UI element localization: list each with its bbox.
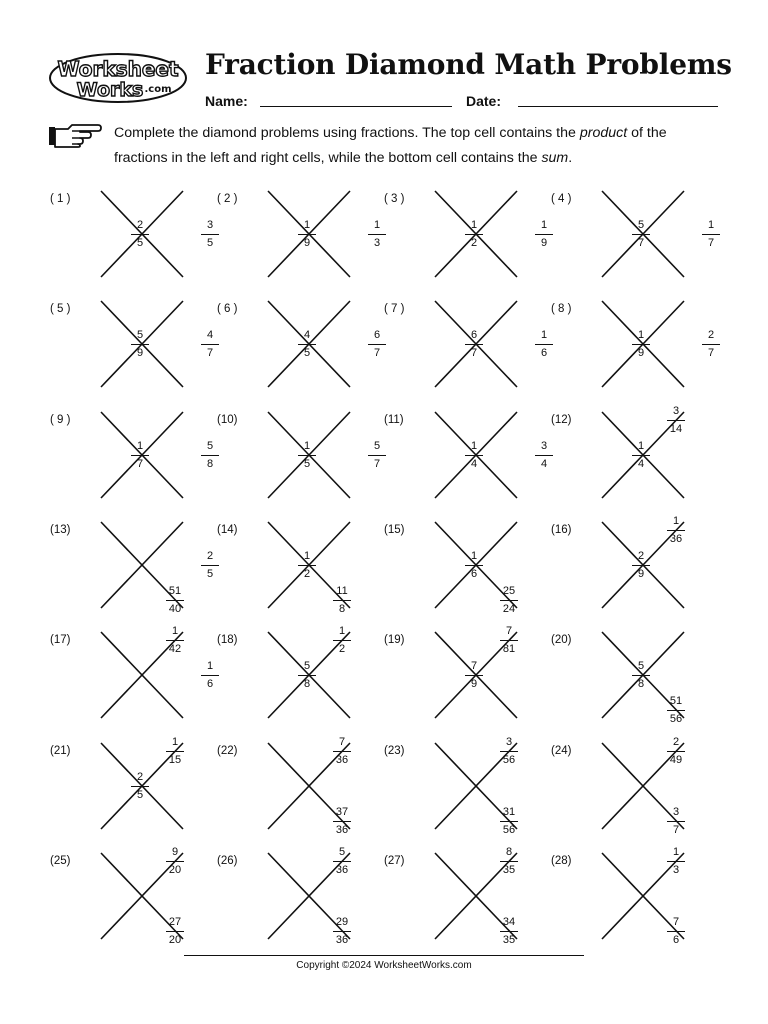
diamond-problem (217, 412, 381, 512)
denominator: 15 (168, 754, 182, 766)
numerator: 1 (707, 219, 715, 231)
diamond-problem (384, 412, 548, 512)
fraction-left (292, 329, 322, 360)
problem-number: (22) (217, 745, 238, 757)
fraction-bar (298, 234, 316, 235)
fraction-bottom (661, 806, 691, 837)
problem-number: ( 8 ) (551, 303, 572, 315)
problem-number: (15) (384, 524, 405, 536)
problem-number: (10) (217, 414, 238, 426)
denominator: 9 (540, 237, 548, 249)
denominator: 49 (669, 754, 683, 766)
fraction-left (292, 219, 322, 250)
fraction-bar (333, 751, 351, 752)
fraction-bottom (160, 585, 190, 616)
numerator: 1 (136, 440, 144, 452)
problem-number: (24) (551, 745, 572, 757)
fraction-bar (667, 420, 685, 421)
denominator: 3 (373, 237, 381, 249)
diamond-problem (217, 301, 381, 401)
problem-number: (13) (50, 524, 71, 536)
fraction-bottom (327, 806, 357, 837)
fraction-bar (333, 600, 351, 601)
problem-number: ( 2 ) (217, 193, 238, 205)
denominator: 8 (303, 678, 311, 690)
fraction-top (661, 736, 691, 767)
diamond-problem (384, 191, 548, 291)
copyright: Copyright ©2024 WorksheetWorks.com (296, 960, 472, 971)
diamond-problem (551, 405, 711, 512)
denominator: 56 (669, 713, 683, 725)
denominator: 36 (335, 864, 349, 876)
diamond-problem (217, 522, 377, 622)
numerator: 5 (206, 440, 214, 452)
denominator: 56 (502, 754, 516, 766)
fraction-bar (702, 344, 720, 345)
problem-number: (16) (551, 524, 572, 536)
diamond-problem (384, 846, 544, 953)
fraction-bar (667, 710, 685, 711)
numerator: 5 (303, 660, 311, 672)
numerator: 2 (707, 329, 715, 341)
denominator: 6 (672, 934, 680, 946)
problem-number: ( 5 ) (50, 303, 71, 315)
fraction-bottom (494, 585, 524, 616)
fraction-top (494, 736, 524, 767)
fraction-bar (667, 751, 685, 752)
fraction-bar (500, 640, 518, 641)
problem-number: ( 9 ) (50, 414, 71, 426)
numerator: 51 (168, 585, 182, 597)
numerator: 3 (206, 219, 214, 231)
denominator: 4 (540, 458, 548, 470)
name-field[interactable] (260, 106, 452, 107)
problem-number: ( 1 ) (50, 193, 71, 205)
fraction-left (626, 329, 656, 360)
fraction-bar (465, 675, 483, 676)
denominator: 2 (470, 237, 478, 249)
numerator: 7 (338, 736, 346, 748)
numerator: 5 (136, 329, 144, 341)
name-label: Name: (205, 93, 248, 109)
fraction-bottom (160, 916, 190, 947)
fraction-bar (632, 234, 650, 235)
denominator: 9 (637, 568, 645, 580)
instructions-text-1: Complete the diamond problems using fractions. The top cell contains the (114, 125, 580, 141)
problem-number: (26) (217, 855, 238, 867)
problem-number: (19) (384, 634, 405, 646)
denominator: 9 (303, 237, 311, 249)
fraction-bar (500, 751, 518, 752)
denominator: 6 (206, 678, 214, 690)
denominator: 36 (335, 754, 349, 766)
fraction-bar (500, 931, 518, 932)
numerator: 34 (502, 916, 516, 928)
numerator: 7 (672, 916, 680, 928)
fraction-bar (667, 931, 685, 932)
denominator: 7 (136, 458, 144, 470)
fraction-bar (667, 530, 685, 531)
denominator: 20 (168, 864, 182, 876)
fraction-right (696, 219, 726, 250)
numerator: 8 (505, 846, 513, 858)
numerator: 29 (335, 916, 349, 928)
denominator: 8 (206, 458, 214, 470)
numerator: 1 (637, 440, 645, 452)
numerator: 6 (470, 329, 478, 341)
fraction-bar (166, 861, 184, 862)
fraction-bar (298, 455, 316, 456)
fraction-bar (333, 640, 351, 641)
diamond-problem (384, 625, 544, 732)
fraction-top (494, 625, 524, 656)
denominator: 81 (502, 643, 516, 655)
problem-number: ( 4 ) (551, 193, 572, 205)
fraction-bar (333, 861, 351, 862)
denominator: 2 (303, 568, 311, 580)
denominator: 40 (168, 603, 182, 615)
problem-number: (27) (384, 855, 405, 867)
numerator: 2 (672, 736, 680, 748)
fraction-bar (166, 751, 184, 752)
denominator: 4 (470, 458, 478, 470)
instructions-product: product (579, 125, 628, 141)
diamond-problem (50, 522, 214, 622)
numerator: 1 (672, 515, 680, 527)
numerator: 25 (502, 585, 516, 597)
numerator: 3 (505, 736, 513, 748)
page-title: Fraction Diamond Math Problems (205, 48, 732, 81)
denominator: 6 (540, 347, 548, 359)
numerator: 1 (338, 625, 346, 637)
denominator: 56 (502, 824, 516, 836)
fraction-top (327, 625, 357, 656)
diamond-problem (551, 515, 711, 622)
diamond-problem (217, 191, 381, 291)
date-label: Date: (466, 93, 502, 109)
problem-number: (14) (217, 524, 238, 536)
fraction-bar (298, 565, 316, 566)
denominator: 7 (373, 458, 381, 470)
numerator: 31 (502, 806, 516, 818)
denominator: 5 (206, 237, 214, 249)
fraction-top (160, 846, 190, 877)
denominator: 5 (303, 458, 311, 470)
diamond-problem (551, 846, 711, 953)
fraction-left (125, 329, 155, 360)
numerator: 6 (373, 329, 381, 341)
numerator: 51 (669, 695, 683, 707)
problem-number: ( 7 ) (384, 303, 405, 315)
numerator: 5 (338, 846, 346, 858)
fraction-left (125, 219, 155, 250)
fraction-top (327, 736, 357, 767)
problem-number: (11) (384, 414, 404, 426)
fraction-bar (465, 455, 483, 456)
fraction-top (494, 846, 524, 877)
diamond-problem (50, 301, 214, 401)
denominator: 7 (470, 347, 478, 359)
numerator: 1 (171, 736, 179, 748)
fraction-top (661, 515, 691, 546)
diamond-problem (217, 625, 377, 732)
problem-number: (20) (551, 634, 572, 646)
fraction-bar (632, 344, 650, 345)
numerator: 4 (303, 329, 311, 341)
fraction-bar (131, 786, 149, 787)
fraction-bar (131, 344, 149, 345)
fraction-left (459, 440, 489, 471)
fraction-top (160, 625, 190, 656)
numerator: 9 (171, 846, 179, 858)
fraction-bar (702, 234, 720, 235)
fraction-left (125, 440, 155, 471)
denominator: 5 (303, 347, 311, 359)
problem-number: ( 3 ) (384, 193, 405, 205)
denominator: 5 (206, 568, 214, 580)
denominator: 4 (637, 458, 645, 470)
denominator: 5 (136, 237, 144, 249)
diamond-problem (217, 846, 377, 953)
fraction-bar (465, 234, 483, 235)
svg-text:.com: .com (144, 84, 172, 95)
fraction-bar (465, 344, 483, 345)
numerator: 3 (672, 405, 680, 417)
fraction-right (696, 329, 726, 360)
denominator: 7 (707, 237, 715, 249)
fraction-left (292, 440, 322, 471)
numerator: 11 (336, 585, 348, 597)
denominator: 9 (637, 347, 645, 359)
numerator: 1 (540, 329, 548, 341)
denominator: 7 (672, 824, 680, 836)
instructions (114, 121, 724, 171)
numerator: 27 (168, 916, 182, 928)
fraction-top (661, 846, 691, 877)
numerator: 1 (171, 625, 179, 637)
diamond-problem (551, 301, 715, 401)
fraction-bottom (327, 585, 357, 616)
fraction-left (626, 219, 656, 250)
fraction-top (327, 846, 357, 877)
fraction-left (459, 219, 489, 250)
fraction-bar (131, 234, 149, 235)
fraction-bar (131, 455, 149, 456)
denominator: 5 (136, 789, 144, 801)
fraction-bar (298, 344, 316, 345)
denominator: 7 (206, 347, 214, 359)
denominator: 8 (637, 678, 645, 690)
diamond-problem (50, 191, 214, 291)
fraction-left (459, 329, 489, 360)
denominator: 42 (168, 643, 182, 655)
instructions-text-2: of the fractions in the left and right cells, while the bottom cell contains the (114, 125, 667, 166)
denominator: 9 (136, 347, 144, 359)
denominator: 36 (335, 824, 349, 836)
fraction-bar (667, 821, 685, 822)
diamond-problem (50, 412, 214, 512)
fraction-bar (166, 600, 184, 601)
denominator: 6 (470, 568, 478, 580)
fraction-left (459, 550, 489, 581)
diamond-problem (551, 632, 711, 732)
diamond-problem (50, 625, 214, 732)
numerator: 37 (335, 806, 349, 818)
fraction-left (292, 550, 322, 581)
numerator: 7 (505, 625, 513, 637)
numerator: 1 (470, 440, 478, 452)
fraction-left (626, 440, 656, 471)
problem-number: (23) (384, 745, 405, 757)
diamond-problem (50, 736, 210, 843)
diamond-problem (384, 301, 548, 401)
numerator: 1 (206, 660, 214, 672)
numerator: 2 (206, 550, 214, 562)
numerator: 1 (470, 219, 478, 231)
problem-number: (25) (50, 855, 71, 867)
footer-divider (184, 955, 584, 956)
numerator: 1 (373, 219, 381, 231)
svg-text:Worksheet: Worksheet (57, 57, 179, 81)
denominator: 24 (502, 603, 516, 615)
numerator: 1 (470, 550, 478, 562)
problem-number: ( 6 ) (217, 303, 238, 315)
fraction-top (160, 736, 190, 767)
fraction-bottom (327, 916, 357, 947)
denominator: 20 (168, 934, 182, 946)
fraction-bottom (494, 806, 524, 837)
numerator: 5 (373, 440, 381, 452)
denominator: 3 (672, 864, 680, 876)
denominator: 7 (707, 347, 715, 359)
denominator: 9 (470, 678, 478, 690)
diamond-problem (50, 846, 210, 953)
numerator: 4 (206, 329, 214, 341)
diamond-problem (217, 736, 377, 843)
fraction-left (626, 660, 656, 691)
fraction-bar (333, 821, 351, 822)
numerator: 2 (136, 771, 144, 783)
date-field[interactable] (518, 106, 718, 107)
problem-number: (17) (50, 634, 71, 646)
fraction-bar (166, 640, 184, 641)
numerator: 1 (303, 440, 311, 452)
numerator: 3 (672, 806, 680, 818)
svg-text:Works: Works (76, 79, 144, 101)
diamond-problem (384, 736, 544, 843)
denominator: 35 (502, 934, 516, 946)
denominator: 36 (335, 934, 349, 946)
fraction-bar (500, 821, 518, 822)
fraction-left (459, 660, 489, 691)
denominator: 14 (669, 423, 683, 435)
denominator: 8 (338, 603, 346, 615)
fraction-bar (500, 600, 518, 601)
fraction-bar (632, 455, 650, 456)
denominator: 2 (338, 643, 346, 655)
numerator: 1 (637, 329, 645, 341)
denominator: 7 (637, 237, 645, 249)
problem-number: (12) (551, 414, 572, 426)
fraction-top (661, 405, 691, 436)
numerator: 1 (303, 550, 311, 562)
fraction-bar (632, 675, 650, 676)
problem-number: (28) (551, 855, 572, 867)
worksheetworks-logo (48, 52, 188, 104)
fraction-bottom (661, 916, 691, 947)
fraction-bar (500, 861, 518, 862)
diamond-problem (551, 736, 711, 843)
fraction-left (626, 550, 656, 581)
numerator: 5 (637, 219, 645, 231)
fraction-bottom (661, 695, 691, 726)
fraction-left (125, 771, 155, 802)
numerator: 1 (540, 219, 548, 231)
diamond-problem (551, 191, 715, 291)
numerator: 2 (136, 219, 144, 231)
problem-number: (18) (217, 634, 238, 646)
fraction-left (292, 660, 322, 691)
fraction-bar (465, 565, 483, 566)
instructions-text-3: . (568, 150, 573, 166)
fraction-bar (632, 565, 650, 566)
pointing-hand-icon (48, 122, 102, 148)
denominator: 36 (669, 533, 683, 545)
problem-number: (21) (50, 745, 71, 757)
fraction-bar (333, 931, 351, 932)
instructions-sum: sum (541, 150, 569, 166)
numerator: 7 (470, 660, 478, 672)
numerator: 3 (540, 440, 548, 452)
diamond-problem (384, 522, 544, 622)
fraction-bar (667, 861, 685, 862)
numerator: 2 (637, 550, 645, 562)
numerator: 1 (303, 219, 311, 231)
fraction-bar (166, 931, 184, 932)
numerator: 1 (672, 846, 680, 858)
fraction-bar (298, 675, 316, 676)
numerator: 5 (637, 660, 645, 672)
denominator: 35 (502, 864, 516, 876)
fraction-bottom (494, 916, 524, 947)
denominator: 7 (373, 347, 381, 359)
